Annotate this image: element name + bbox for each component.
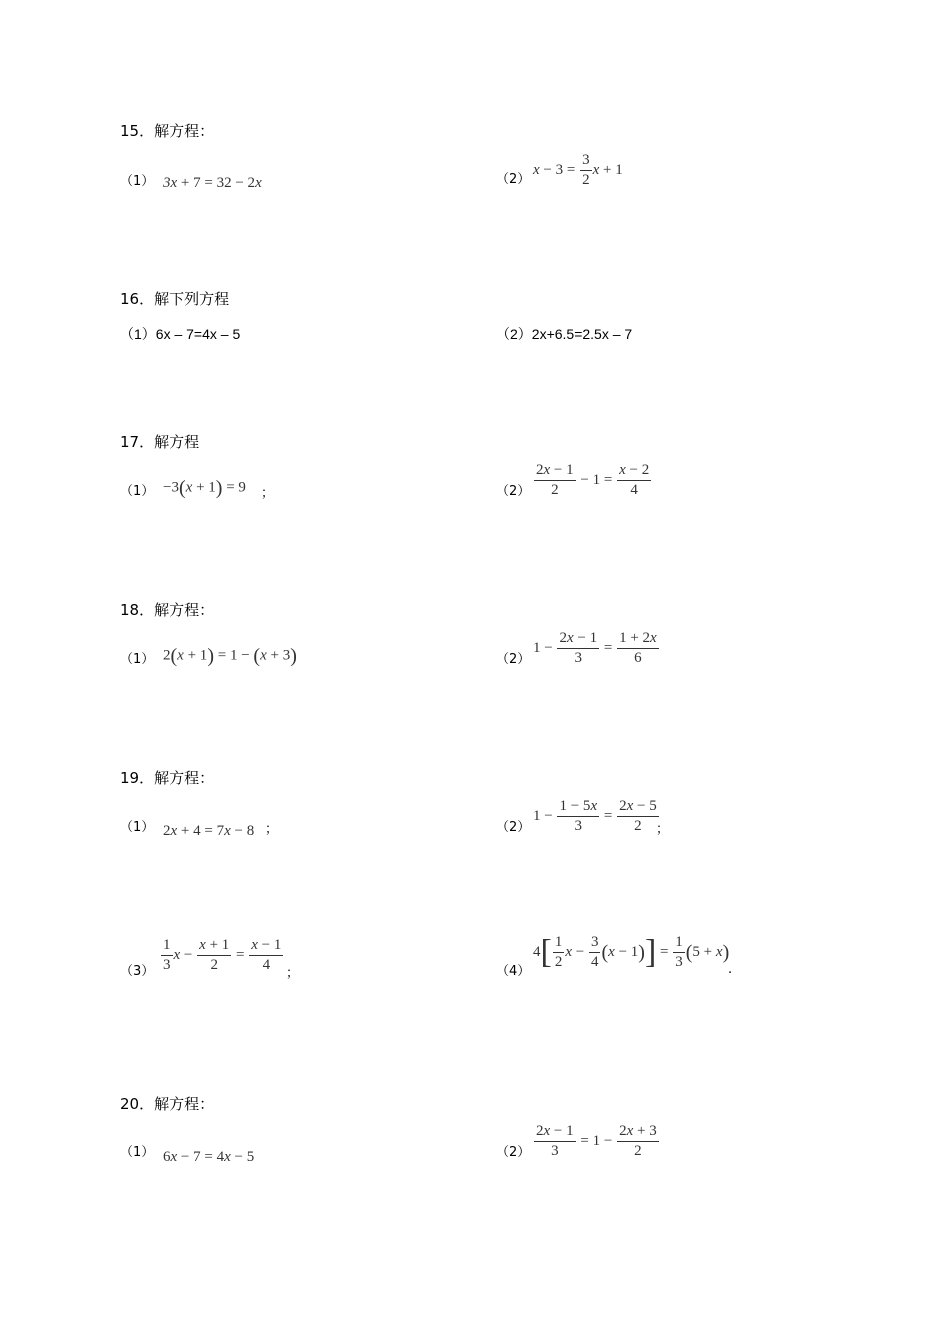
problem-20-title: 20．解方程： [120, 1095, 215, 1113]
problem-19-semicolon-2: ； [656, 822, 670, 837]
problem-18-label-1: （1） [120, 652, 155, 667]
problem-20-label-2: （2） [496, 1145, 531, 1160]
equation-20-2: $\frac{2x - 1}{3}$ = 1 − $\frac{2x + 3}{2}$ [536, 1123, 657, 1159]
problem-17-label-2: （2） [496, 484, 531, 499]
problem-19-label-3: （3） [120, 964, 155, 979]
equation-15-2: x − 3 = $\frac{3}{2}$ x + 1 [533, 152, 623, 188]
problem-19-period: . [728, 962, 733, 977]
problem-19-label-2: （2） [496, 820, 531, 835]
problem-18-label-2: （2） [496, 652, 531, 667]
problem-19-title: 19．解方程： [120, 769, 215, 787]
problem-18-title: 18．解方程： [120, 601, 215, 619]
problem-15-label-2: （2） [496, 172, 531, 187]
equation-17-2: $\frac{2x - 1}{2}$ − 1 = $\frac{x - 2}{4}$ [536, 462, 650, 498]
equation-17-1: −3(x + 1) = 9 [163, 477, 246, 499]
problem-19-label-4: （4） [496, 964, 531, 979]
equation-20-1: 6x − 7 = 4x − 5 [163, 1149, 255, 1165]
problem-16-title: 16．解下列方程 [120, 290, 230, 308]
problem-17-semicolon: ； [261, 486, 275, 501]
problem-19-label-1: （1） [120, 820, 155, 835]
equation-19-3: $\frac{1}{3}$ x − $\frac{x + 1}{2}$ = $\frac{x - 1}{4}$ [163, 937, 282, 973]
equation-19-2: 1 − $\frac{1 - 5x}{3}$ = $\frac{2x - 5}{2}$ [533, 798, 657, 834]
problem-16-eq-2: （2）2x+6.5=2.5x – 7 [496, 326, 633, 342]
equation-18-2: 1 − $\frac{2x - 1}{3}$ = $\frac{1 + 2x}{6}$ [533, 630, 657, 666]
problem-19-semicolon-1: ； [265, 822, 279, 837]
problem-17-label-1: （1） [120, 484, 155, 499]
problem-16-eq-1: （1）6x – 7=4x – 5 [120, 326, 241, 342]
equation-19-1: 2x + 4 = 7x − 8 [163, 823, 255, 839]
problem-19-semicolon-3: ； [286, 966, 300, 981]
equation-18-1: 2(x + 1) = 1 − (x + 3) [163, 645, 297, 667]
problem-20-label-1: （1） [120, 1145, 155, 1160]
problem-15-label-1: （1） [120, 174, 155, 189]
equation-19-4: 4[ $\frac{1}{2}$ x − $\frac{3}{4}$ (x − 1)] = $\frac{1}{3}$ (5 + x) [533, 933, 730, 971]
equation-15-1: 3x + 7 = 32 − 2x [163, 175, 262, 191]
problem-15-title: 15．解方程： [120, 122, 215, 140]
problem-17-title: 17．解方程 [120, 433, 200, 451]
